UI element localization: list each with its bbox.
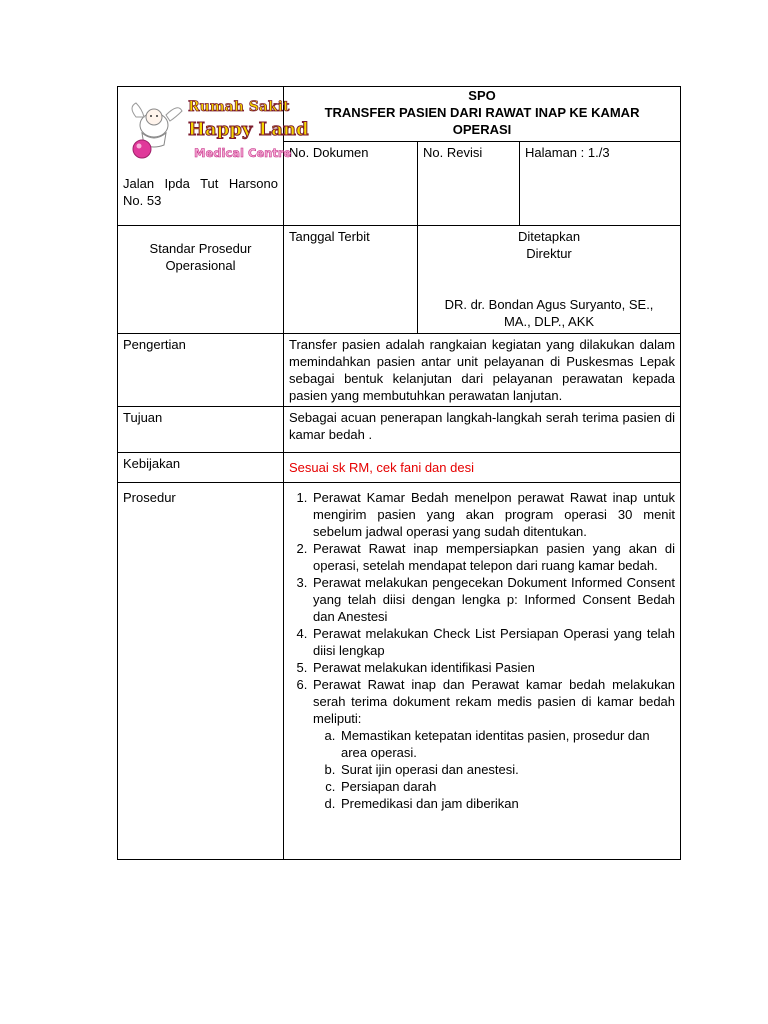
hospital-logo (126, 95, 309, 177)
tanggal-terbit-cell (284, 226, 418, 334)
halaman-label: Halaman : 1./3 (525, 145, 610, 160)
logo-line2: Happy Land (188, 119, 309, 140)
ditetapkan-cell (418, 226, 681, 334)
no-dokumen-cell (284, 142, 418, 226)
ditetapkan-label: Ditetapkan (517, 229, 581, 244)
kebijakan-label: Kebijakan (123, 456, 181, 471)
address-line1: Jalan Ipda Tut Harsono (123, 176, 278, 191)
address-line2: No. 53 (123, 193, 162, 208)
title-cell (284, 87, 681, 142)
kebijakan-text: Sesuai sk RM, cek fani dan desi (284, 453, 681, 483)
prosedur-steps (289, 489, 675, 812)
tujuan-text: Sebagai acuan penerapan langkah-langkah serah terima pasien di kamar bedah . (284, 407, 681, 453)
prosedur-substep: c. Persiapan darah (339, 778, 675, 795)
logo-line3: Medical Centre (194, 146, 292, 160)
director-name-line2: MA., DLP., AKK (503, 314, 595, 329)
no-revisi-cell (418, 142, 520, 226)
tujuan-label-cell (118, 407, 284, 453)
pengertian-label: Pengertian (123, 337, 186, 352)
angel-icon (132, 103, 182, 158)
prosedur-step: 5. Perawat melakukan identifikasi Pasien (311, 659, 675, 676)
no-revisi-label: No. Revisi (423, 145, 483, 160)
pengertian-label-cell (118, 334, 284, 407)
sop-line2: Operasional (165, 258, 236, 273)
prosedur-label: Prosedur (123, 490, 176, 505)
doc-title: TRANSFER PASIEN DARI RAWAT INAP KE KAMAR OPERASI (324, 105, 640, 137)
prosedur-step: 3. Perawat melakukan pengecekan Dokument Informed Consent yang telah diisi dengan lengka p: Informed Consent Bedah dan Anestesi (311, 574, 675, 625)
prosedur-substep: a. Memastikan ketepatan identitas pasien, prosedur dan area operasi. (339, 727, 675, 761)
halaman-cell (520, 142, 681, 226)
kebijakan-label-cell (118, 453, 284, 483)
prosedur-step: 4. Perawat melakukan Check List Persiapan Operasi yang telah diisi lengkap (311, 625, 675, 659)
hospital-address (123, 175, 278, 209)
spo-table (117, 86, 681, 860)
logo-cell (118, 87, 309, 226)
no-dokumen-label: No. Dokumen (289, 145, 369, 160)
sop-label-cell (118, 226, 284, 334)
doc-type: SPO (468, 88, 496, 103)
prosedur-step-6 (311, 676, 675, 812)
logo-line1: Rumah Sakit (188, 99, 290, 115)
prosedur-substep: d. Premedikasi dan jam diberikan (339, 795, 675, 812)
prosedur-substep: b. Surat ijin operasi dan anestesi. (339, 761, 675, 778)
spo-document (117, 86, 680, 872)
prosedur-cell (284, 483, 681, 860)
prosedur-label-cell (118, 483, 284, 860)
director-name-line1: DR. dr. Bondan Agus Suryanto, SE., (444, 297, 654, 312)
pengertian-text: Transfer pasien adalah rangkaian kegiatan yang dilakukan dalam memindahkan pasien antar unit pelayanan di Puskesmas Lepak sebagai bentuk kelanjutan dari pelayanan perawatan kepada pasien yang membutuhkan perawatan lanjutan. (284, 334, 681, 407)
prosedur-step: 1. Perawat Kamar Bedah menelpon perawat Rawat inap untuk mengirim pasien yang akan program operasi 30 menit sebelum jadwal operasi yang sudah ditentukan. (311, 489, 675, 540)
prosedur-step: 2. Perawat Rawat inap mempersiapkan pasien yang akan di operasi, setelah mendapat telepon dari ruang kamar bedah. (311, 540, 675, 574)
tanggal-terbit-label: Tanggal Terbit (289, 229, 370, 244)
sop-line1: Standar Prosedur (149, 241, 252, 256)
prosedur-substeps (313, 727, 675, 812)
direktur-label: Direktur (526, 246, 572, 261)
prosedur-step-text: Perawat Rawat inap dan Perawat kamar bedah melakukan serah terima dokument rekam medis pasien di kamar bedah meliputi: (313, 677, 676, 726)
tujuan-label: Tujuan (123, 410, 163, 425)
